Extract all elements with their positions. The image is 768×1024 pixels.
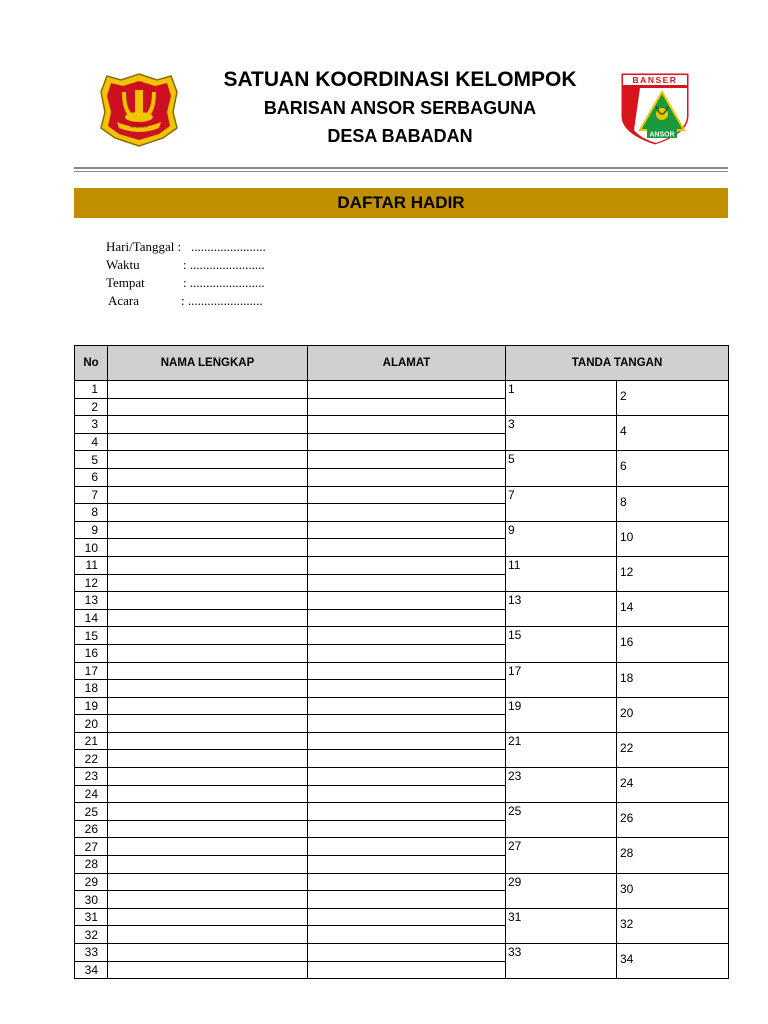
signature-number: 10 bbox=[620, 529, 634, 544]
address-cell[interactable] bbox=[308, 908, 506, 926]
event-info bbox=[106, 238, 306, 310]
address-cell[interactable] bbox=[308, 750, 506, 768]
signature-number: 2 bbox=[620, 389, 627, 403]
signature-cell-left[interactable] bbox=[506, 944, 617, 979]
signature-cell-left[interactable] bbox=[506, 521, 617, 556]
row-number: 28 bbox=[75, 856, 108, 874]
name-cell[interactable] bbox=[108, 662, 308, 680]
name-cell[interactable] bbox=[108, 381, 308, 399]
signature-number: 1 bbox=[508, 382, 515, 396]
name-cell[interactable] bbox=[108, 644, 308, 662]
address-cell[interactable] bbox=[308, 592, 506, 610]
address-cell[interactable] bbox=[308, 697, 506, 715]
signature-number: 21 bbox=[508, 733, 522, 748]
signature-number: 12 bbox=[620, 564, 634, 579]
row-number: 27 bbox=[75, 838, 108, 856]
name-cell[interactable] bbox=[108, 768, 308, 786]
signature-cell-right[interactable] bbox=[617, 627, 729, 662]
signature-number: 18 bbox=[620, 670, 634, 685]
signature-cell-right[interactable] bbox=[617, 662, 729, 697]
signature-cell-left[interactable] bbox=[506, 732, 617, 767]
signature-cell-left[interactable] bbox=[506, 381, 617, 416]
info-row-event bbox=[106, 292, 306, 310]
info-value: : ....................... bbox=[181, 293, 263, 308]
row-number: 10 bbox=[75, 539, 108, 557]
address-cell[interactable] bbox=[308, 926, 506, 944]
signature-number: 30 bbox=[620, 881, 634, 896]
name-cell[interactable] bbox=[108, 627, 308, 645]
name-cell[interactable] bbox=[108, 856, 308, 874]
table-header-row bbox=[75, 346, 729, 381]
address-cell[interactable] bbox=[308, 486, 506, 504]
address-cell[interactable] bbox=[308, 609, 506, 627]
info-row-date bbox=[106, 238, 306, 256]
row-number: 22 bbox=[75, 750, 108, 768]
name-cell[interactable] bbox=[108, 926, 308, 944]
row-number: 26 bbox=[75, 820, 108, 838]
address-cell[interactable] bbox=[308, 574, 506, 592]
signature-number: 14 bbox=[620, 600, 634, 615]
signature-number: 15 bbox=[508, 628, 522, 643]
signature-number: 20 bbox=[620, 705, 634, 720]
signature-number: 5 bbox=[508, 452, 515, 467]
address-cell[interactable] bbox=[308, 803, 506, 821]
row-number: 18 bbox=[75, 680, 108, 698]
header bbox=[180, 66, 620, 150]
col-header-no: No bbox=[75, 346, 108, 381]
address-cell[interactable] bbox=[308, 891, 506, 909]
address-cell[interactable] bbox=[308, 644, 506, 662]
header-divider-thick bbox=[74, 167, 728, 169]
row-number: 24 bbox=[75, 785, 108, 803]
table-row bbox=[75, 908, 729, 926]
table-row bbox=[75, 732, 729, 750]
row-number: 29 bbox=[75, 873, 108, 891]
signature-cell-right[interactable] bbox=[617, 908, 729, 943]
info-value: ....................... bbox=[191, 239, 266, 254]
attendance-rows bbox=[75, 381, 729, 979]
table-row bbox=[75, 556, 729, 574]
row-number: 16 bbox=[75, 644, 108, 662]
address-cell[interactable] bbox=[308, 416, 506, 434]
row-number: 13 bbox=[75, 592, 108, 610]
table-row bbox=[75, 768, 729, 786]
signature-cell-right[interactable] bbox=[617, 486, 729, 521]
signature-cell-right[interactable] bbox=[617, 873, 729, 908]
signature-number: 17 bbox=[508, 663, 522, 678]
name-cell[interactable] bbox=[108, 697, 308, 715]
signature-cell-right[interactable] bbox=[617, 556, 729, 591]
row-number: 32 bbox=[75, 926, 108, 944]
address-cell[interactable] bbox=[308, 961, 506, 979]
signature-cell-left[interactable] bbox=[506, 873, 617, 908]
name-cell[interactable] bbox=[108, 609, 308, 627]
signature-number: 23 bbox=[508, 769, 522, 784]
signature-cell-right[interactable] bbox=[617, 697, 729, 732]
signature-cell-left[interactable] bbox=[506, 803, 617, 838]
signature-cell-left[interactable] bbox=[506, 627, 617, 662]
signature-number: 13 bbox=[508, 593, 522, 608]
row-number: 8 bbox=[75, 504, 108, 522]
row-number: 14 bbox=[75, 609, 108, 627]
info-value: : ....................... bbox=[183, 257, 265, 272]
signature-number: 33 bbox=[508, 945, 522, 959]
table-row bbox=[75, 486, 729, 504]
table-row bbox=[75, 416, 729, 434]
signature-number: 6 bbox=[620, 459, 627, 474]
address-cell[interactable] bbox=[308, 873, 506, 891]
row-number: 9 bbox=[75, 521, 108, 539]
table-row bbox=[75, 838, 729, 856]
row-number: 20 bbox=[75, 715, 108, 733]
signature-cell-left[interactable] bbox=[506, 697, 617, 732]
signature-cell-right[interactable] bbox=[617, 592, 729, 627]
table-row bbox=[75, 944, 729, 962]
signature-cell-left[interactable] bbox=[506, 451, 617, 486]
row-number: 11 bbox=[75, 556, 108, 574]
name-cell[interactable] bbox=[108, 961, 308, 979]
row-number: 17 bbox=[75, 662, 108, 680]
name-cell[interactable] bbox=[108, 433, 308, 451]
signature-cell-right[interactable] bbox=[617, 838, 729, 873]
address-cell[interactable] bbox=[308, 838, 506, 856]
address-cell[interactable] bbox=[308, 715, 506, 733]
signature-number: 24 bbox=[620, 776, 634, 791]
signature-cell-right[interactable] bbox=[617, 944, 729, 979]
signature-cell-left[interactable] bbox=[506, 416, 617, 451]
ansor-emblem-logo bbox=[99, 72, 179, 148]
signature-number: 32 bbox=[620, 916, 634, 931]
address-cell[interactable] bbox=[308, 662, 506, 680]
address-cell[interactable] bbox=[308, 820, 506, 838]
banser-logo bbox=[620, 72, 690, 146]
address-cell[interactable] bbox=[308, 944, 506, 962]
name-cell[interactable] bbox=[108, 785, 308, 803]
org-location: DESA BABADAN bbox=[327, 126, 473, 146]
row-number: 25 bbox=[75, 803, 108, 821]
address-cell[interactable] bbox=[308, 521, 506, 539]
svg-text:ANSOR: ANSOR bbox=[649, 131, 675, 139]
signature-cell-left[interactable] bbox=[506, 768, 617, 803]
name-cell[interactable] bbox=[108, 592, 308, 610]
row-number: 33 bbox=[75, 944, 108, 962]
name-cell[interactable] bbox=[108, 539, 308, 557]
signature-cell-left[interactable] bbox=[506, 486, 617, 521]
name-cell[interactable] bbox=[108, 521, 308, 539]
table-row bbox=[75, 803, 729, 821]
signature-number: 31 bbox=[508, 909, 522, 924]
address-cell[interactable] bbox=[308, 768, 506, 786]
signature-cell-right[interactable] bbox=[617, 381, 729, 416]
row-number: 34 bbox=[75, 961, 108, 979]
signature-number: 34 bbox=[620, 952, 634, 966]
info-row-time bbox=[106, 256, 306, 274]
row-number: 5 bbox=[75, 451, 108, 469]
signature-number: 26 bbox=[620, 811, 634, 826]
table-row bbox=[75, 381, 729, 399]
name-cell[interactable] bbox=[108, 504, 308, 522]
name-cell[interactable] bbox=[108, 468, 308, 486]
name-cell[interactable] bbox=[108, 750, 308, 768]
name-cell[interactable] bbox=[108, 398, 308, 416]
signature-cell-right[interactable] bbox=[617, 451, 729, 486]
signature-cell-right[interactable] bbox=[617, 803, 729, 838]
signature-number: 7 bbox=[508, 487, 515, 502]
address-cell[interactable] bbox=[308, 451, 506, 469]
address-cell[interactable] bbox=[308, 504, 506, 522]
document-title: DAFTAR HADIR bbox=[74, 188, 728, 218]
name-cell[interactable] bbox=[108, 416, 308, 434]
signature-number: 16 bbox=[620, 635, 634, 650]
row-number: 4 bbox=[75, 433, 108, 451]
signature-number: 22 bbox=[620, 740, 634, 755]
signature-cell-left[interactable] bbox=[506, 838, 617, 873]
row-number: 19 bbox=[75, 697, 108, 715]
row-number: 12 bbox=[75, 574, 108, 592]
svg-text:BANSER: BANSER bbox=[632, 75, 678, 85]
signature-number: 3 bbox=[508, 417, 515, 432]
name-cell[interactable] bbox=[108, 944, 308, 962]
address-cell[interactable] bbox=[308, 468, 506, 486]
address-cell[interactable] bbox=[308, 398, 506, 416]
info-label: Hari/Tanggal : bbox=[106, 239, 182, 254]
signature-number: 27 bbox=[508, 839, 522, 854]
row-number: 15 bbox=[75, 627, 108, 645]
signature-number: 9 bbox=[508, 522, 515, 537]
signature-cell-left[interactable] bbox=[506, 592, 617, 627]
address-cell[interactable] bbox=[308, 381, 506, 399]
row-number: 23 bbox=[75, 768, 108, 786]
name-cell[interactable] bbox=[108, 891, 308, 909]
name-cell[interactable] bbox=[108, 803, 308, 821]
attendance-table bbox=[74, 345, 729, 979]
signature-cell-right[interactable] bbox=[617, 732, 729, 767]
table-row bbox=[75, 627, 729, 645]
name-cell[interactable] bbox=[108, 838, 308, 856]
signature-number: 4 bbox=[620, 424, 627, 439]
table-row bbox=[75, 592, 729, 610]
info-value: : ....................... bbox=[183, 275, 265, 290]
col-header-signature: TANDA TANGAN bbox=[506, 346, 729, 381]
row-number: 21 bbox=[75, 732, 108, 750]
table-row bbox=[75, 451, 729, 469]
row-number: 2 bbox=[75, 398, 108, 416]
info-row-place bbox=[106, 274, 306, 292]
address-cell[interactable] bbox=[308, 732, 506, 750]
signature-cell-right[interactable] bbox=[617, 416, 729, 451]
table-row bbox=[75, 521, 729, 539]
name-cell[interactable] bbox=[108, 873, 308, 891]
address-cell[interactable] bbox=[308, 433, 506, 451]
name-cell[interactable] bbox=[108, 680, 308, 698]
signature-number: 25 bbox=[508, 804, 522, 819]
address-cell[interactable] bbox=[308, 627, 506, 645]
row-number: 1 bbox=[75, 381, 108, 399]
signature-number: 29 bbox=[508, 874, 522, 889]
signature-number: 8 bbox=[620, 494, 627, 509]
name-cell[interactable] bbox=[108, 451, 308, 469]
svg-text:ANSOR: ANSOR bbox=[130, 124, 148, 130]
row-number: 30 bbox=[75, 891, 108, 909]
table-row bbox=[75, 873, 729, 891]
name-cell[interactable] bbox=[108, 732, 308, 750]
row-number: 7 bbox=[75, 486, 108, 504]
name-cell[interactable] bbox=[108, 556, 308, 574]
ansor-emblem-icon bbox=[99, 72, 179, 148]
signature-number: 11 bbox=[508, 557, 521, 572]
info-label: Waktu bbox=[106, 257, 140, 272]
info-label: Tempat bbox=[106, 275, 145, 290]
name-cell[interactable] bbox=[108, 820, 308, 838]
signature-cell-left[interactable] bbox=[506, 908, 617, 943]
table-row bbox=[75, 697, 729, 715]
row-number: 3 bbox=[75, 416, 108, 434]
banser-shield-icon bbox=[620, 72, 690, 146]
org-subtitle: BARISAN ANSOR SERBAGUNA bbox=[263, 98, 537, 118]
row-number: 31 bbox=[75, 908, 108, 926]
address-cell[interactable] bbox=[308, 856, 506, 874]
name-cell[interactable] bbox=[108, 486, 308, 504]
name-cell[interactable] bbox=[108, 715, 308, 733]
signature-cell-left[interactable] bbox=[506, 556, 617, 591]
name-cell[interactable] bbox=[108, 574, 308, 592]
col-header-name: NAMA LENGKAP bbox=[108, 346, 308, 381]
signature-cell-right[interactable] bbox=[617, 521, 729, 556]
col-header-address: ALAMAT bbox=[308, 346, 506, 381]
signature-number: 19 bbox=[508, 698, 522, 713]
row-number: 6 bbox=[75, 468, 108, 486]
signature-cell-right[interactable] bbox=[617, 768, 729, 803]
signature-cell-left[interactable] bbox=[506, 662, 617, 697]
address-cell[interactable] bbox=[308, 785, 506, 803]
signature-number: 28 bbox=[620, 846, 634, 861]
info-label: Acara bbox=[108, 293, 140, 308]
address-cell[interactable] bbox=[308, 680, 506, 698]
name-cell[interactable] bbox=[108, 908, 308, 926]
header-divider-thin bbox=[74, 171, 728, 172]
org-title: SATUAN KOORDINASI KELOMPOK bbox=[223, 68, 577, 91]
address-cell[interactable] bbox=[308, 539, 506, 557]
table-row bbox=[75, 662, 729, 680]
address-cell[interactable] bbox=[308, 556, 506, 574]
